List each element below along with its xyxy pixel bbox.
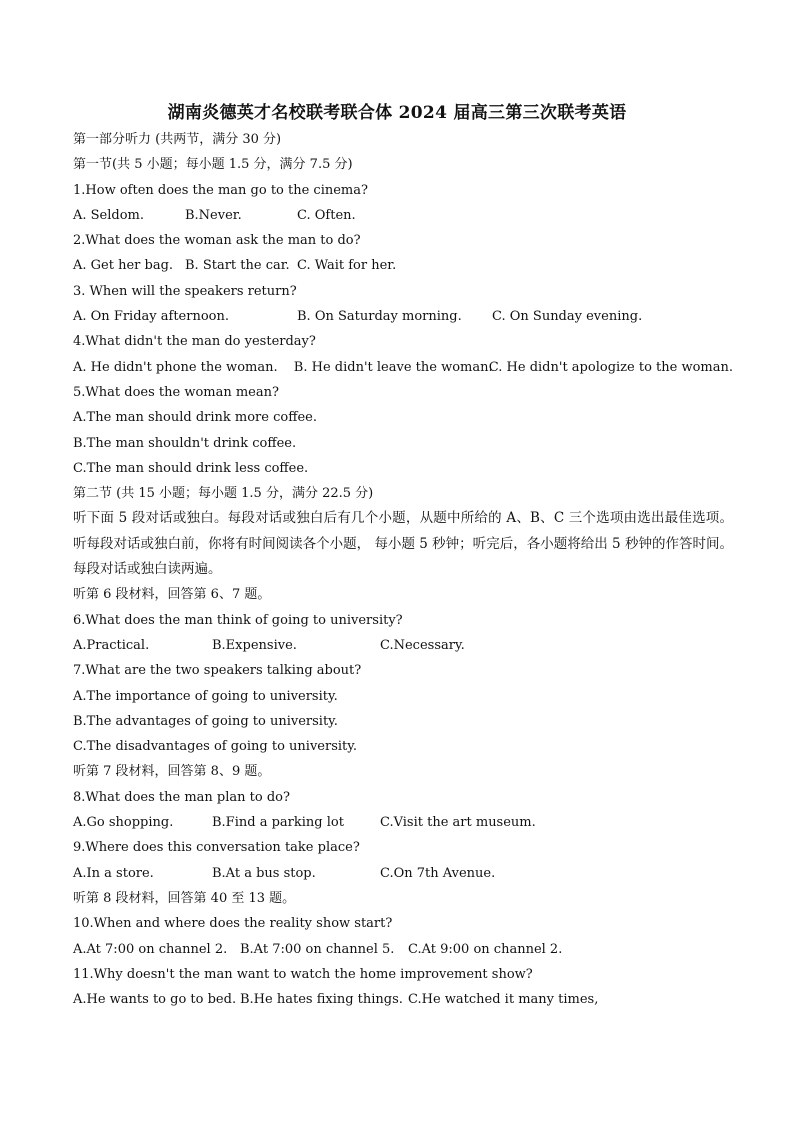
option-a: A.The importance of going to university. bbox=[73, 688, 338, 704]
question-9: 9.Where does this conversation take place? bbox=[73, 840, 360, 856]
option-b: B. He didn't leave the woman. bbox=[293, 359, 493, 375]
option-b: B.The man shouldn't drink coffee. bbox=[73, 435, 297, 451]
question-8-options bbox=[73, 810, 733, 835]
option-a: A.The man should drink more coffee. bbox=[73, 410, 317, 426]
option-c: C.Necessary. bbox=[380, 637, 465, 653]
question-3: 3. When will the speakers return? bbox=[73, 283, 297, 299]
option-a: A. Seldom. bbox=[73, 207, 145, 223]
material-8-header: 听第 8 段材料，回答第 40 至 13 题。 bbox=[73, 890, 296, 906]
question-8: 8.What does the man plan to do? bbox=[73, 789, 290, 805]
question-3-options bbox=[73, 304, 733, 329]
material-6-header: 听第 6 段材料，回答第 6、7 题。 bbox=[73, 587, 271, 603]
question-1-options bbox=[73, 203, 733, 228]
option-b: B.At 7:00 on channel 5. bbox=[240, 941, 395, 957]
option-c: C.At 9:00 on channel 2. bbox=[408, 941, 563, 957]
option-b: B.The advantages of going to university. bbox=[73, 713, 338, 729]
option-b: B.He hates fixing things. bbox=[240, 992, 403, 1008]
section1-header: 第一节(共 5 小题；每小题 1.5 分，满分 7.5 分) bbox=[73, 157, 353, 173]
question-10: 10.When and where does the reality show start? bbox=[73, 916, 393, 932]
option-b: B. Start the car. bbox=[185, 258, 290, 274]
option-a: A.Practical. bbox=[73, 637, 150, 653]
part1-header: 第一部分听力 (共两节，满分 30 分) bbox=[73, 132, 282, 147]
page-title: 湖南炎德英才名校联考联合体 2024 届高三第三次联考英语 bbox=[167, 103, 627, 123]
option-c: C.The disadvantages of going to university. bbox=[73, 739, 358, 755]
question-4-options bbox=[73, 355, 733, 380]
question-9-options bbox=[73, 861, 733, 886]
option-a: A.Go shopping. bbox=[73, 815, 174, 831]
question-2-options bbox=[73, 253, 733, 278]
question-2: 2.What does the woman ask the man to do? bbox=[73, 233, 361, 249]
option-c: C.The man should drink less coffee. bbox=[73, 460, 309, 476]
option-c: C.He watched it many times, bbox=[408, 992, 599, 1008]
option-a: A.In a store. bbox=[73, 865, 154, 881]
option-a: A. He didn't phone the woman. bbox=[73, 359, 278, 375]
question-11: 11.Why doesn't the man want to watch the home improvement show? bbox=[73, 966, 533, 982]
question-10-options bbox=[73, 937, 733, 962]
option-c: C.Visit the art museum. bbox=[380, 815, 536, 831]
question-6: 6.What does the man think of going to university? bbox=[73, 612, 403, 628]
option-c: C. Often. bbox=[297, 207, 356, 223]
material-7-header: 听第 7 段材料，回答第 8、9 题。 bbox=[73, 764, 271, 780]
instructions: 听下面 5 段对话或独白。每段对话或独白后有几个小题，从题中所给的 A、B、C 三个选项由选出最佳选项。听每段对话或独白前，你将有时间阅读各个小题， 每小题 5 秒钟；听完后，各小题将给出 5 秒钟的作答时间。每段对话或独白读两遍。 bbox=[73, 510, 733, 578]
section2-header: 第二节 (共 15 小题；每小题 1.5 分，满分 22.5 分) bbox=[73, 486, 374, 502]
option-a: A.At 7:00 on channel 2. bbox=[73, 941, 228, 957]
question-1: 1.How often does the man go to the cinema? bbox=[73, 182, 368, 198]
option-c: C. On Sunday evening. bbox=[492, 309, 643, 325]
option-c: C. He didn't apologize to the woman. bbox=[488, 359, 733, 375]
question-11-options bbox=[73, 987, 733, 1012]
option-a: A. Get her bag. bbox=[73, 258, 174, 274]
option-a: A.He wants to go to bed. bbox=[73, 992, 237, 1008]
question-6-options bbox=[73, 633, 733, 658]
option-a: A. On Friday afternoon. bbox=[73, 309, 229, 325]
question-4: 4.What didn't the man do yesterday? bbox=[73, 334, 316, 350]
question-7: 7.What are the two speakers talking about? bbox=[73, 663, 362, 679]
option-b: B. On Saturday morning. bbox=[297, 309, 462, 325]
option-b: B.Find a parking lot bbox=[212, 815, 344, 831]
question-5: 5.What does the woman mean? bbox=[73, 384, 279, 400]
option-b: B.Expensive. bbox=[212, 637, 297, 653]
option-c: C. Wait for her. bbox=[297, 258, 397, 274]
option-b: B.At a bus stop. bbox=[212, 865, 316, 881]
option-c: C.On 7th Avenue. bbox=[380, 865, 496, 881]
exam-content bbox=[73, 127, 733, 1012]
option-b: B.Never. bbox=[185, 207, 242, 223]
